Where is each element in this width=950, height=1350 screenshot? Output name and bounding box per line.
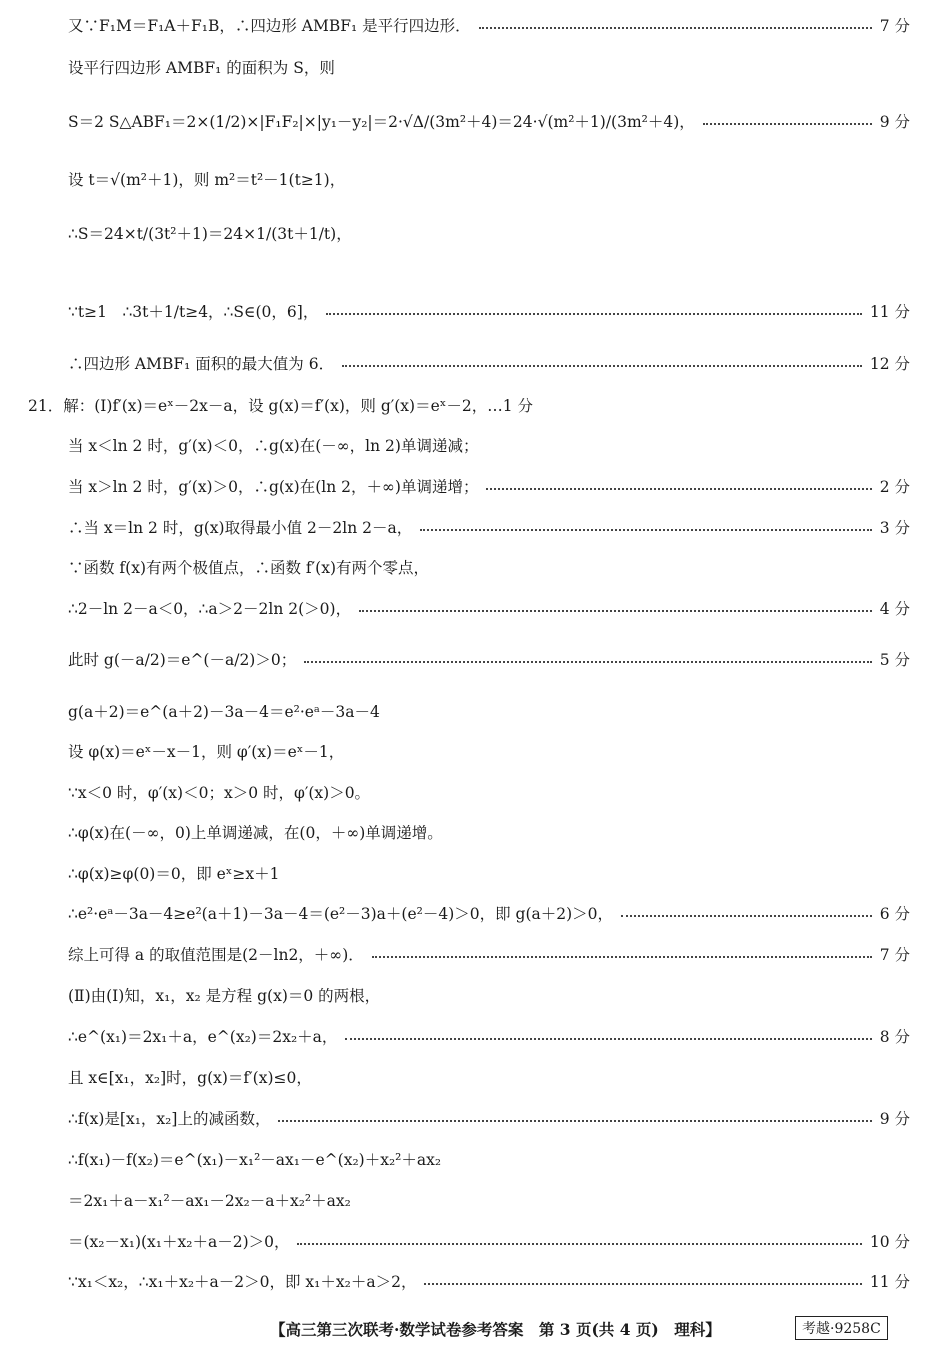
- leader-dots: [486, 488, 871, 490]
- solution-line: [68, 740, 910, 762]
- score-mark: 2 分: [879, 478, 910, 496]
- leader-dots: [420, 529, 872, 531]
- leader-dots: [342, 365, 862, 367]
- score-mark: 4 分: [879, 600, 910, 618]
- leader-dots: [304, 661, 871, 663]
- solution-line: [68, 300, 910, 322]
- line-text: 且 x∈[x₁，x₂]时，g(x)＝f′(x)≤0，: [68, 1069, 312, 1087]
- solution-line: [68, 434, 910, 456]
- score-mark: 11 分: [869, 303, 910, 321]
- solution-line: [68, 1025, 910, 1047]
- line-text: ∴φ(x)在(－∞，0)上单调递减，在(0，＋∞)单调递增。: [68, 824, 443, 842]
- leader-dots: [424, 1283, 861, 1285]
- line-text: ∵x₁＜x₂，∴x₁＋x₂＋a－2＞0，即 x₁＋x₂＋a＞2，: [68, 1273, 417, 1291]
- page-footer: [0, 1316, 950, 1342]
- solution-line: [68, 168, 910, 190]
- leader-dots: [359, 610, 872, 612]
- line-text: ∴四边形 AMBF₁ 面积的最大值为 6．: [68, 355, 335, 373]
- line-text: (Ⅱ)由(Ⅰ)知，x₁，x₂ 是方程 g(x)＝0 的两根，: [68, 987, 381, 1005]
- exam-code-box: 考越·9258C: [795, 1316, 888, 1340]
- solution-line: [68, 475, 910, 497]
- score-mark: 12 分: [869, 355, 910, 373]
- solution-line: [68, 700, 910, 722]
- footer-text: 【高三第三次联考·数学试卷参考答案 第 3 页(共 4 页) 理科】: [270, 1320, 721, 1339]
- solution-line: [68, 556, 910, 578]
- line-text: 设 φ(x)＝eˣ－x－1，则 φ′(x)＝eˣ－1，: [68, 743, 345, 761]
- score-mark: 6 分: [879, 905, 910, 923]
- line-text: ∴φ(x)≥φ(0)＝0，即 eˣ≥x＋1: [68, 865, 280, 883]
- leader-dots: [479, 27, 872, 29]
- solution-line: [68, 821, 910, 843]
- solution-line: [68, 902, 910, 924]
- line-text: ∴f(x₁)－f(x₂)＝e^(x₁)－x₁²－ax₁－e^(x₂)＋x₂²＋ax₂: [68, 1151, 442, 1169]
- solution-line: [68, 1148, 910, 1170]
- solution-line: [68, 1066, 910, 1088]
- leader-dots: [278, 1120, 871, 1122]
- question-header-line: [28, 394, 910, 416]
- solution-line: [68, 781, 910, 803]
- line-text: 此时 g(－a/2)＝e^(－a/2)＞0；: [68, 651, 297, 669]
- solution-line: [68, 222, 910, 244]
- solution-line: [68, 862, 910, 884]
- leader-dots: [703, 123, 872, 125]
- line-text: ∴S＝24×t/(3t²＋1)＝24×1/(3t＋1/t)，: [68, 225, 352, 243]
- solution-line: [68, 352, 910, 374]
- solution-line: [68, 1270, 910, 1292]
- line-text: ＝(x₂－x₁)(x₁＋x₂＋a－2)＞0，: [68, 1233, 290, 1251]
- line-text: 当 x＞ln 2 时，g′(x)＞0，∴g(x)在(ln 2，＋∞)单调递增；: [68, 478, 479, 496]
- solution-line: [68, 14, 910, 36]
- line-text: g(a＋2)＝e^(a＋2)－3a－4＝e²·eᵃ－3a－4: [68, 703, 380, 721]
- line-text: ∴2－ln 2－a＜0，∴a＞2－2ln 2(＞0)，: [68, 600, 352, 618]
- leader-dots: [345, 1038, 871, 1040]
- solution-line: [68, 56, 910, 78]
- score-mark: 7 分: [879, 17, 910, 35]
- solution-line: [68, 516, 910, 538]
- line-text: 21．解：(Ⅰ)f′(x)＝eˣ－2x－a，设 g(x)＝f′(x)，则 g′(x)＝eˣ－2，…1 分: [28, 397, 533, 415]
- score-mark: 10 分: [869, 1233, 910, 1251]
- leader-dots: [297, 1243, 861, 1245]
- line-text: ∵函数 f(x)有两个极值点，∴函数 f′(x)有两个零点，: [68, 559, 430, 577]
- score-mark: 8 分: [879, 1028, 910, 1046]
- line-text: 设平行四边形 AMBF₁ 的面积为 S，则: [68, 59, 335, 77]
- solution-line: [68, 1189, 910, 1211]
- score-mark: 7 分: [879, 946, 910, 964]
- solution-line: [68, 984, 910, 1006]
- solution-line: [68, 943, 910, 965]
- line-text: ∴e²·eᵃ－3a－4≥e²(a＋1)－3a－4＝(e²－3)a＋(e²－4)＞0，即 g(a＋2)＞0，: [68, 905, 614, 923]
- solution-line: [68, 1230, 910, 1252]
- line-text: S＝2 S△ABF₁＝2×(1/2)×|F₁F₂|×|y₁－y₂|＝2·√Δ/(3m²＋4)＝24·√(m²＋1)/(3m²＋4)，: [68, 113, 695, 131]
- leader-dots: [326, 313, 862, 315]
- line-text: 综上可得 a 的取值范围是(2－ln2，＋∞)．: [68, 946, 364, 964]
- solution-line: [68, 648, 910, 670]
- line-text: ＝2x₁＋a－x₁²－ax₁－2x₂－a＋x₂²＋ax₂: [68, 1192, 351, 1210]
- leader-dots: [621, 915, 872, 917]
- line-text: ∵t≥1 ∴3t＋1/t≥4，∴S∈(0，6]，: [68, 303, 319, 321]
- score-mark: 3 分: [879, 519, 910, 537]
- solution-line: [68, 597, 910, 619]
- line-text: 设 t＝√(m²＋1)，则 m²＝t²－1(t≥1)，: [68, 171, 346, 189]
- score-mark: 9 分: [879, 113, 910, 131]
- line-text: 当 x＜ln 2 时，g′(x)＜0，∴g(x)在(－∞，ln 2)单调递减；: [68, 437, 479, 455]
- line-text: ∴f(x)是[x₁，x₂]上的减函数，: [68, 1110, 271, 1128]
- solution-line: [68, 110, 910, 132]
- line-text: ∴当 x＝ln 2 时，g(x)取得最小值 2－2ln 2－a，: [68, 519, 413, 537]
- score-mark: 11 分: [869, 1273, 910, 1291]
- score-mark: 5 分: [879, 651, 910, 669]
- line-text: ∴e^(x₁)＝2x₁＋a，e^(x₂)＝2x₂＋a，: [68, 1028, 338, 1046]
- solution-line: [68, 1107, 910, 1129]
- score-mark: 9 分: [879, 1110, 910, 1128]
- line-text: ∵x＜0 时，φ′(x)＜0；x＞0 时，φ′(x)＞0。: [68, 784, 371, 802]
- line-text: 又∵F₁M＝F₁A＋F₁B，∴四边形 AMBF₁ 是平行四边形．: [68, 17, 471, 35]
- leader-dots: [372, 956, 872, 958]
